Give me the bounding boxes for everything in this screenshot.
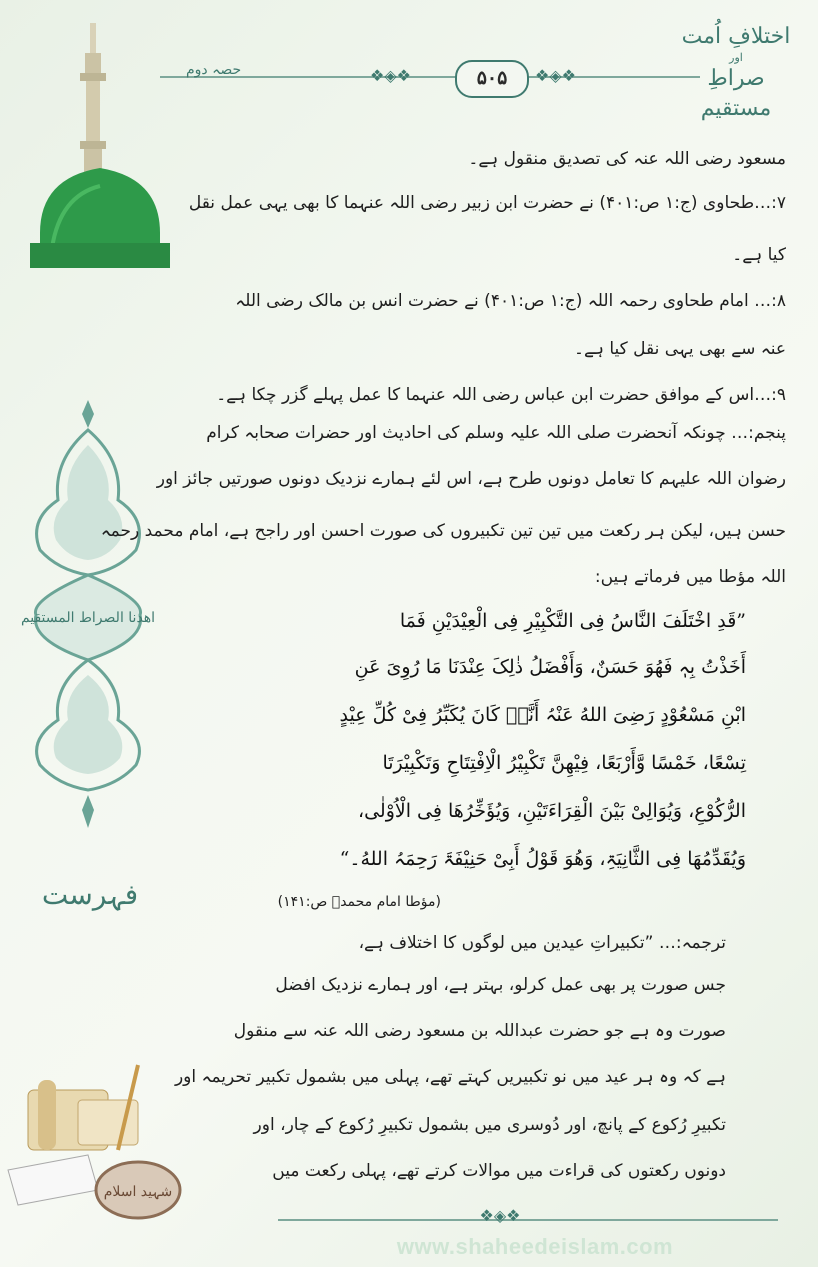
arabic-quote-line: وَیُقَدِّمُھَا فِی الثَّانِیَۃِ، وَھُوَ قَوْلُ أَبِیْ حَنِیْفَۃَ رَحِمَہُ اللهُ۔“ — [339, 848, 746, 870]
book-title-line1: اختلافِ اُمت — [681, 24, 791, 49]
website-url[interactable]: www.shaheedeislam.com — [396, 1234, 674, 1259]
text-line: ۹:…اس کے موافق حضرت ابن عباس رضی اللہ عنہما کا عمل پہلے گزر چکا ہے۔ — [216, 385, 786, 405]
book-title-line3: صراطِ مستقیم — [700, 66, 772, 121]
book-title — [676, 22, 796, 124]
text-line: ۷:…طحاوی (ج:۱ ص:۴۰۱) نے حضرت ابن زبیر رضی اللہ عنہما کا بھی یہی عمل نقل — [188, 193, 786, 213]
green-dome-illustration — [30, 18, 170, 268]
arabic-quote-line: تِسْعًا، خَمْسًا وَّأَرْبَعًا، فِیْھِنَّ تَکْبِیْرُ الْاِفْتِتَاحِ وَتَکْبِیْرَتَا — [382, 752, 746, 774]
arabic-quote-line: ”قَدِ اخْتَلَفَ النَّاسُ فِی التَّکْبِیْرِ فِی الْعِیْدَیْنِ فَمَا — [399, 610, 746, 632]
citation: (مؤطا امام محمدؒ ص:۱۴۱) — [277, 894, 441, 910]
text-line: حسن ہیں، لیکن ہر رکعت میں تین تین تکبیروں کی صورت احسن اور راجح ہے، امام محمد رحمہ — [100, 521, 786, 541]
arabic-quote-line: أَخَذْتُ بِہٖ فَھُوَ حَسَنٌ، وَأَفْضَلُ ذٰلِکَ عِنْدَنَا مَا رُوِیَ عَنِ — [354, 656, 746, 678]
translation-line: تکبیرِ رُکوع کے پانچ، اور دُوسری میں بشمول تکبیرِ رُکوع کے چار، اور — [253, 1115, 726, 1135]
ornamental-side-panel — [20, 400, 156, 830]
section-label: حصہ دوم — [186, 62, 242, 78]
translation-line: دونوں رکعتوں کی قراءت میں موالات کرتے تھے، پہلی رکعت میں — [272, 1161, 726, 1181]
text-line: کیا ہے۔ — [732, 245, 786, 265]
arabic-quote-line: ابْنِ مَسْعُوْدٍ رَضِیَ اللهُ عَنْہُ أَنَّہٗ کَانَ یُکَبِّرُ فِیْ کُلِّ عِیْدٍ — [339, 704, 746, 726]
arabic-quote-line: الرُّکُوْعِ، وَیُوَالِیْ بَیْنَ الْقِرَاءَتَیْنِ، وَیُؤَخِّرُھَا فِی الْاُوْلٰی، — [357, 800, 746, 822]
text-line: عنہ سے بھی یہی نقل کیا ہے۔ — [574, 339, 786, 359]
shaheed-islam-stamp: شہید اسلام — [103, 1184, 173, 1200]
ornament-left-icon: ❖◈❖ — [370, 66, 411, 85]
translation-line: صورت وہ ہے جو حضرت عبداللہ بن مسعود رضی اللہ عنہ سے منقول — [233, 1021, 726, 1041]
text-line: پنجم:… چونکہ آنحضرت صلی اللہ علیہ وسلم کی احادیث اور حضرات صحابہ کرام — [206, 423, 786, 443]
text-line: ۸:… امام طحاوی رحمہ اللہ (ج:۱ ص:۴۰۱) نے حضرت انس بن مالک رضی اللہ — [235, 291, 786, 311]
text-line: اللہ مؤطا میں فرماتے ہیں: — [594, 567, 786, 587]
index-link[interactable]: فہرست — [41, 878, 139, 911]
translation-line: ترجمہ:… ”تکبیراتِ عیدین میں لوگوں کا اختلاف ہے، — [358, 933, 726, 953]
footer-ornament-icon: ❖◈❖ — [479, 1206, 521, 1225]
page-number: ۵۰۵ — [455, 60, 529, 98]
book-title-line2: اور — [729, 51, 743, 64]
text-line: مسعود رضی اللہ عنہ کی تصدیق منقول ہے۔ — [468, 149, 786, 169]
text-line: رضوان اللہ علیہم کا تعامل دونوں طرح ہے، اس لئے ہمارے نزدیک دونوں صورتیں جائز اور — [156, 469, 786, 489]
translation-line: ہے کہ وہ ہر عید میں نو تکبیریں کہتے تھے، پہلی میں بشمول تکبیر تحریمہ اور — [174, 1067, 726, 1087]
medallion-calligraphy: اهدنا الصراط المستقيم — [20, 610, 156, 626]
ornament-right-icon: ❖◈❖ — [535, 66, 576, 85]
scrolls-quill-illustration — [8, 1060, 188, 1230]
translation-line: جس صورت پر بھی عمل کرلو، بہتر ہے، اور ہمارے نزدیک افضل — [275, 975, 726, 995]
